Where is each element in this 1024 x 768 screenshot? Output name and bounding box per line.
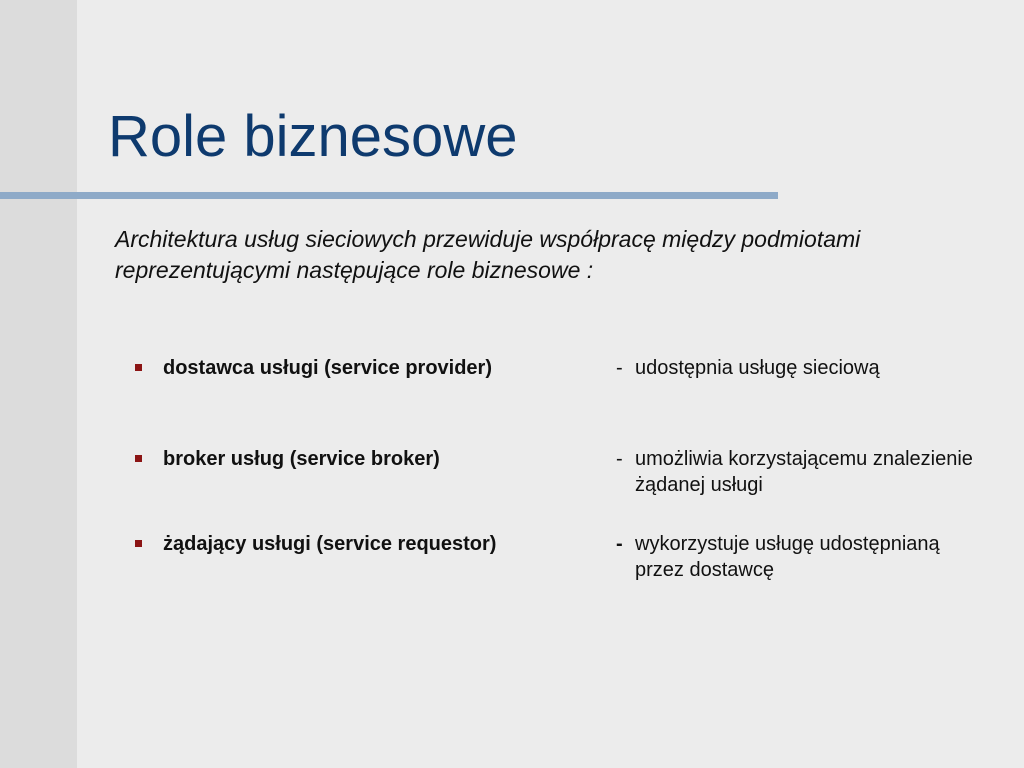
square-bullet-icon: [135, 455, 142, 462]
square-bullet-icon: [135, 540, 142, 547]
title-underline: [0, 192, 778, 199]
slide-title: Role biznesowe: [108, 104, 518, 169]
role-name: broker usług (service broker): [163, 448, 440, 470]
role-description: umożliwia korzystającemu znalezienie żądanej usługi: [635, 448, 973, 496]
role-name: żądający usługi (service requestor): [163, 533, 497, 555]
role-dash: -: [616, 357, 623, 379]
role-dash: -: [616, 448, 623, 470]
slide-left-band: [0, 0, 77, 768]
intro-paragraph: Architektura usług sieciowych przewiduje współpracę między podmiotami reprezentującymi następujące role biznesowe :: [115, 226, 861, 283]
role-name: dostawca usługi (service provider): [163, 357, 492, 379]
role-description: udostępnia usługę sieciową: [635, 357, 880, 379]
square-bullet-icon: [135, 364, 142, 371]
role-description: wykorzystuje usługę udostępnianą przez dostawcę: [635, 533, 940, 581]
role-dash: -: [616, 533, 623, 555]
